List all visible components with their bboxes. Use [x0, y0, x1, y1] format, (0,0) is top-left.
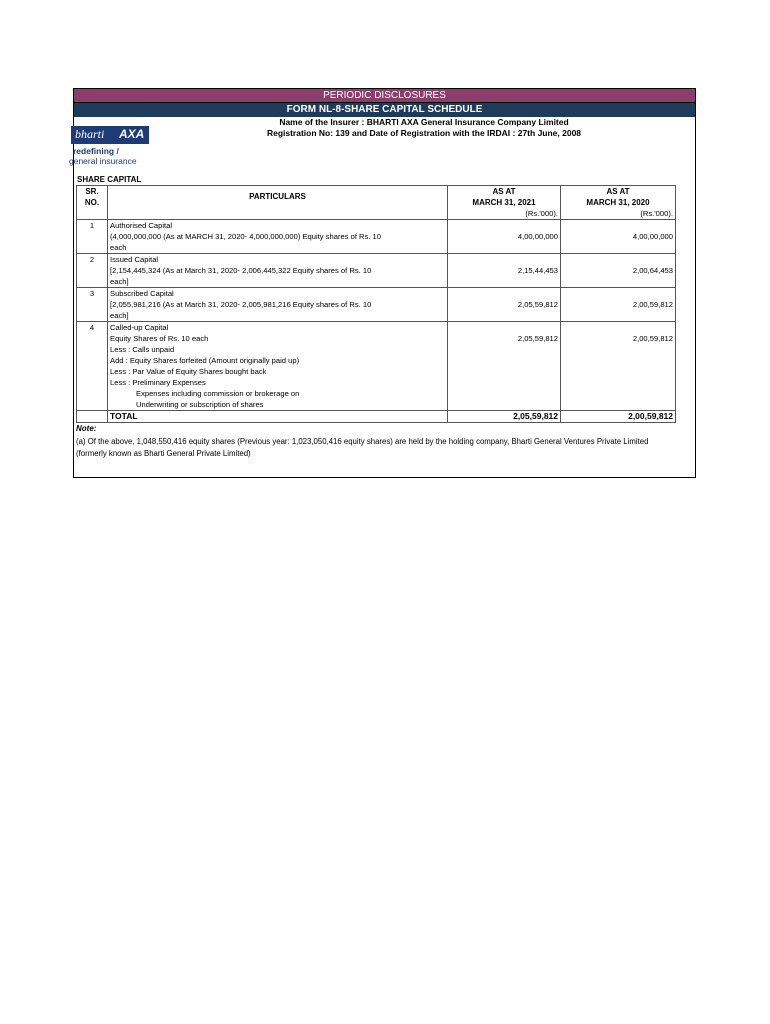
disclosure-form — [69, 88, 696, 478]
row-particulars: each] — [108, 310, 448, 322]
header-2020-line2: MARCH 31, 2020 — [586, 198, 650, 207]
table-row — [77, 276, 676, 288]
row-particulars: Expenses including commission or brokerage on — [108, 388, 448, 399]
row-value-2021 — [448, 377, 561, 388]
table-row — [77, 231, 676, 242]
row-sr-no — [77, 399, 108, 411]
periodic-disclosures-banner: PERIODIC DISCLOSURES — [74, 89, 695, 103]
section-title: SHARE CAPITAL — [77, 175, 142, 184]
table-row — [77, 220, 676, 232]
logo-word-axa: AXA — [119, 127, 145, 141]
unit-sr — [77, 208, 108, 220]
table-row — [77, 366, 676, 377]
header-2021-line2: MARCH 31, 2021 — [472, 198, 536, 207]
row-value-2021 — [448, 366, 561, 377]
row-particulars: [2,055,981,216 (As at March 31, 2020- 2,005,981,216 Equity shares of Rs. 10 — [108, 299, 448, 310]
row-value-2021: 4,00,00,000 — [448, 231, 561, 242]
total-row — [77, 411, 676, 423]
logo-tagline-1 — [73, 146, 119, 156]
row-value-2021 — [448, 254, 561, 266]
note-label: Note: — [76, 424, 97, 433]
table-row — [77, 254, 676, 266]
unit-2020: (Rs.'000). — [561, 208, 676, 220]
table-row — [77, 299, 676, 310]
row-value-2020: 4,00,00,000 — [561, 231, 676, 242]
total-2021: 2,05,59,812 — [448, 411, 561, 423]
row-sr-no — [77, 276, 108, 288]
row-value-2021 — [448, 399, 561, 411]
row-value-2020 — [561, 388, 676, 399]
row-value-2021: 2,05,59,812 — [448, 299, 561, 310]
logo-box — [71, 126, 149, 144]
row-value-2020 — [561, 344, 676, 355]
row-value-2020 — [561, 377, 676, 388]
row-particulars: (4,000,000,000 (As at MARCH 31, 2020- 4,000,000,000) Equity shares of Rs. 10 — [108, 231, 448, 242]
row-value-2021 — [448, 388, 561, 399]
logo-tagline-2: general insurance — [69, 156, 137, 166]
header-2021 — [448, 186, 561, 209]
registration-info: Registration No: 139 and Date of Registration with the IRDAI : 27th June, 2008 — [266, 128, 582, 138]
row-value-2020 — [561, 399, 676, 411]
row-value-2020 — [561, 276, 676, 288]
row-sr-no — [77, 299, 108, 310]
note-text: (a) Of the above, 1,048,550,416 equity shares (Previous year: 1,023,050,416 equity shares) are held by the holding company, Bharti General Ventures Private Limited (formerly known as Bharti General Private Limited) — [76, 437, 649, 458]
table-row — [77, 388, 676, 399]
header-particulars: PARTICULARS — [108, 186, 448, 209]
row-sr-no — [77, 344, 108, 355]
total-sr — [77, 411, 108, 423]
header-sr-line2: NO. — [84, 198, 100, 207]
form-title-banner: FORM NL-8-SHARE CAPITAL SCHEDULE — [74, 103, 695, 117]
total-2020: 2,00,59,812 — [561, 411, 676, 423]
row-value-2021: 2,15,44,453 — [448, 265, 561, 276]
table-row — [77, 344, 676, 355]
table-row — [77, 377, 676, 388]
row-sr-no — [77, 377, 108, 388]
row-particulars: Called-up Capital — [108, 322, 448, 334]
row-value-2021 — [448, 288, 561, 300]
row-particulars: Add : Equity Shares forfeited (Amount originally paid up) — [108, 355, 448, 366]
share-capital-table — [76, 185, 676, 423]
row-value-2021: 2,05,59,812 — [448, 333, 561, 344]
row-sr-no — [77, 242, 108, 254]
table-row — [77, 310, 676, 322]
table-row — [77, 242, 676, 254]
row-particulars: Underwriting or subscription of shares — [108, 399, 448, 411]
row-particulars: [2,154,445,324 (As at March 31, 2020- 2,006,445,322 Equity shares of Rs. 10 — [108, 265, 448, 276]
row-sr-no: 1 — [77, 220, 108, 232]
row-value-2021 — [448, 276, 561, 288]
row-particulars: Less : Par Value of Equity Shares bought back — [108, 366, 448, 377]
row-sr-no — [77, 366, 108, 377]
logo-word-bharti: bharti — [75, 127, 105, 141]
row-particulars: each] — [108, 276, 448, 288]
row-value-2021 — [448, 355, 561, 366]
row-value-2020 — [561, 355, 676, 366]
row-particulars: Subscribed Capital — [108, 288, 448, 300]
logo-tagline-word: redefining — [73, 146, 115, 156]
header-sr — [77, 186, 108, 209]
table-row — [77, 333, 676, 344]
row-value-2020: 2,00,64,453 — [561, 265, 676, 276]
row-particulars: Less : Preliminary Expenses — [108, 377, 448, 388]
row-value-2021 — [448, 242, 561, 254]
row-particulars: Equity Shares of Rs. 10 each — [108, 333, 448, 344]
header-sr-line1: SR. — [85, 187, 99, 196]
row-sr-no: 4 — [77, 322, 108, 334]
header-2021-line1: AS AT — [492, 187, 516, 196]
row-sr-no: 3 — [77, 288, 108, 300]
row-value-2020 — [561, 220, 676, 232]
row-sr-no — [77, 231, 108, 242]
table-row — [77, 399, 676, 411]
logo-slash-mark: / — [116, 146, 119, 156]
row-value-2021 — [448, 310, 561, 322]
unit-row — [77, 208, 676, 220]
row-sr-no — [77, 388, 108, 399]
header-2020 — [561, 186, 676, 209]
row-sr-no — [77, 265, 108, 276]
row-value-2021 — [448, 220, 561, 232]
table-row — [77, 288, 676, 300]
unit-particulars — [108, 208, 448, 220]
row-value-2020 — [561, 288, 676, 300]
row-value-2020 — [561, 366, 676, 377]
bharti-axa-logo — [71, 126, 161, 166]
unit-2021: (Rs.'000). — [448, 208, 561, 220]
row-value-2020: 2,00,59,812 — [561, 333, 676, 344]
row-particulars: Authorised Capital — [108, 220, 448, 232]
total-label: TOTAL — [108, 411, 448, 423]
row-value-2020 — [561, 242, 676, 254]
row-value-2021 — [448, 322, 561, 334]
row-value-2020 — [561, 310, 676, 322]
insurer-name: Name of the Insurer : BHARTI AXA General Insurance Company Limited — [279, 117, 569, 127]
row-particulars: Less : Calls unpaid — [108, 344, 448, 355]
row-value-2020 — [561, 322, 676, 334]
row-particulars: each — [108, 242, 448, 254]
row-sr-no — [77, 333, 108, 344]
header-2020-line1: AS AT — [606, 187, 630, 196]
row-sr-no: 2 — [77, 254, 108, 266]
insurer-info — [189, 117, 659, 139]
row-sr-no — [77, 355, 108, 366]
table-row — [77, 265, 676, 276]
row-sr-no — [77, 310, 108, 322]
row-value-2020 — [561, 254, 676, 266]
table-row — [77, 355, 676, 366]
table-row — [77, 322, 676, 334]
table-header-row — [77, 186, 676, 209]
row-value-2021 — [448, 344, 561, 355]
row-value-2020: 2,00,59,812 — [561, 299, 676, 310]
row-particulars: Issued Capital — [108, 254, 448, 266]
